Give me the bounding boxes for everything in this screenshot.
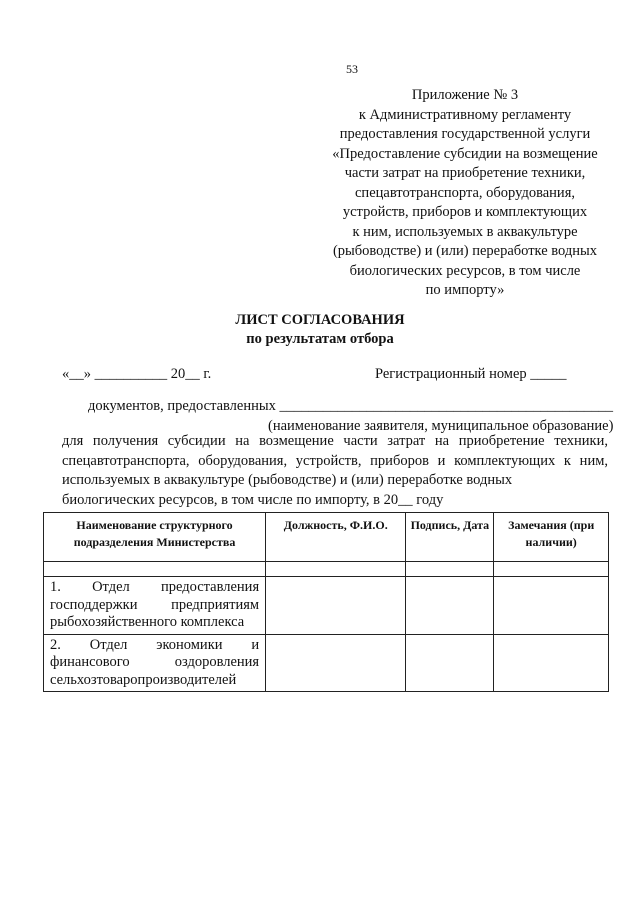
table-header-row [44, 513, 609, 562]
spacer-cell [266, 562, 406, 577]
signature-cell [406, 634, 494, 692]
document-title [32, 311, 640, 349]
page-number: 53 [346, 62, 358, 76]
appendix-line: устройств, приборов и комплектующих [342, 204, 588, 220]
department-cell: 1. Отдел предоставления господдержки предприятиям рыбохозяйственного комплекса [44, 577, 266, 635]
department-cell: 2. Отдел экономики и финансового оздоровления сельхозтоваропроизводителей [44, 634, 266, 692]
appendix-line: (рыбоводстве) и (или) переработке водных [332, 243, 598, 259]
appendix-line: спецавтотранспорта, оборудования, [355, 184, 575, 201]
approval-table [43, 512, 609, 692]
header-signature: Подпись, Дата [406, 513, 494, 562]
appendix-line: части затрат на приобретение техники, [344, 165, 586, 181]
spacer-cell [494, 562, 609, 577]
paragraph-last-line: биологических ресурсов, в том числе по импорту, в 20__ году [62, 491, 444, 508]
header-department: Наименование структурного подразделения Министерства [44, 513, 266, 562]
appendix-line: по импорту» [425, 282, 505, 298]
header-position: Должность, Ф.И.О. [266, 513, 406, 562]
appendix-block [290, 86, 640, 301]
appendix-line: «Предоставление субсидии на возмещение [332, 145, 598, 162]
table-spacer-row [44, 562, 609, 577]
appendix-line: биологических ресурсов, в том числе [349, 262, 581, 279]
title-main: ЛИСТ СОГЛАСОВАНИЯ [235, 312, 405, 328]
table-row [44, 577, 609, 635]
header-remarks: Замечания (при наличии) [494, 513, 609, 562]
appendix-line: предоставления государственной услуги [339, 126, 591, 142]
remarks-cell [494, 634, 609, 692]
appendix-line: к Административному регламенту [358, 106, 572, 123]
position-cell [266, 577, 406, 635]
purpose-paragraph [62, 432, 608, 510]
documents-line: документов, предоставленных ______________________________________________ [88, 398, 613, 414]
spacer-cell [44, 562, 266, 577]
title-sub: по результатам отбора [246, 331, 394, 347]
table-row [44, 634, 609, 692]
applicant-caption: (наименование заявителя, муниципальное образование) [268, 418, 614, 434]
date-field: «__» __________ 20__ г. [62, 366, 212, 382]
spacer-cell [406, 562, 494, 577]
registration-number-field: Регистрационный номер _____ [375, 366, 567, 382]
appendix-line: Приложение № 3 [411, 87, 519, 103]
remarks-cell [494, 577, 609, 635]
paragraph-body: для получения субсидии на возмещение части затрат на приобретение техники, спецавтотранспорта, оборудования, устройств, приборов и комплектующих к ним, используемых в аквакультуре (рыбоводстве) и (или) переработке водных [62, 433, 608, 489]
position-cell [266, 634, 406, 692]
appendix-line: к ним, используемых в аквакультуре [352, 223, 578, 240]
signature-cell [406, 577, 494, 635]
